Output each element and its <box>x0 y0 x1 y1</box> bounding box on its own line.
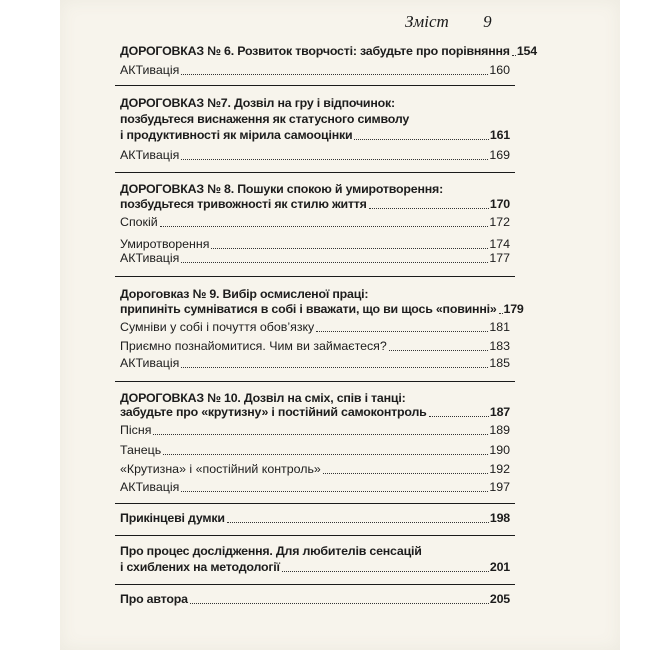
toc-item-page: 190 <box>489 443 510 457</box>
toc-item-label: Танець <box>120 443 162 457</box>
toc-item-page: 185 <box>489 356 510 370</box>
dot-leader <box>160 226 489 227</box>
dot-leader <box>323 473 488 474</box>
toc-item[interactable] <box>120 148 510 163</box>
dot-leader <box>181 367 488 368</box>
toc-title-line: припиніть сумніватися в собі і вважати, що ви щось «повинні» <box>120 302 497 316</box>
toc-title-line: ДОРОГОВКАЗ № 8. Пошуки спокою й умиротворення: <box>120 182 443 196</box>
divider <box>115 172 515 173</box>
toc-title-line: Дороговказ № 9. Вибір осмисленої праці: <box>120 287 369 301</box>
dot-leader <box>499 313 503 314</box>
toc-title-line: ДОРОГОВКАЗ № 10. Дозвіл на сміх, спів і танці: <box>120 391 406 405</box>
dot-leader <box>316 331 488 332</box>
toc-item-page: 160 <box>489 63 510 77</box>
dot-leader <box>190 603 489 604</box>
toc-entry-research[interactable] <box>120 560 510 575</box>
toc-item-page: 197 <box>489 480 510 494</box>
divider <box>115 276 515 277</box>
toc-item-label: Пісня <box>120 423 152 437</box>
toc-entry-s9[interactable] <box>120 302 524 317</box>
toc-item-label: АКТивація <box>120 148 180 162</box>
toc-item-page: 183 <box>489 339 510 353</box>
toc-item[interactable] <box>120 320 510 335</box>
dot-leader <box>211 248 488 249</box>
divider <box>115 584 515 585</box>
dot-leader <box>369 208 489 209</box>
header-title: Зміст <box>405 12 449 31</box>
header-page-number: 9 <box>483 12 492 31</box>
toc-item-page: 181 <box>489 320 510 334</box>
toc-title: Прикінцеві думки <box>120 511 225 525</box>
toc-page: 170 <box>489 197 510 211</box>
toc-item[interactable] <box>120 251 510 266</box>
toc-entry-author[interactable] <box>120 592 510 607</box>
toc-entry-s6[interactable] <box>120 44 537 59</box>
toc-page: 201 <box>489 560 510 574</box>
toc-item[interactable] <box>120 339 510 354</box>
dot-leader <box>153 434 488 435</box>
divider <box>115 535 515 536</box>
toc-item[interactable] <box>120 462 510 477</box>
toc-entry-final-thoughts[interactable] <box>120 511 510 526</box>
toc-title-line: Про процес дослідження. Для любителів сенсацій <box>120 544 422 558</box>
toc-title-line: і схиблених на методології <box>120 560 280 574</box>
toc-item-label: АКТивація <box>120 63 180 77</box>
toc-title: Про автора <box>120 592 188 606</box>
toc-item-page: 169 <box>489 148 510 162</box>
toc-page: 154 <box>516 44 537 58</box>
toc-title-line: і продуктивності як мірила самооцінки <box>120 128 353 142</box>
toc-page: 198 <box>489 511 510 525</box>
toc-title-line: позбудьтеся тривожності як стилю життя <box>120 197 367 211</box>
dot-leader <box>181 159 488 160</box>
toc-item-label: «Крутизна» і «постійний контроль» <box>120 462 321 476</box>
dot-leader <box>282 571 489 572</box>
dot-leader <box>227 522 489 523</box>
toc-item-label: Умиротворення <box>120 237 210 251</box>
toc-entry-s7[interactable] <box>120 128 510 143</box>
toc-item-label: Приємно познайомитися. Чим ви займаєтеся? <box>120 339 387 353</box>
dot-leader <box>389 350 489 351</box>
toc-entry-s10[interactable] <box>120 405 510 420</box>
dot-leader <box>512 55 516 56</box>
toc-item-page: 174 <box>489 237 510 251</box>
dot-leader <box>181 74 488 75</box>
toc-item[interactable] <box>120 215 510 230</box>
toc-page: 205 <box>489 592 510 606</box>
toc-page: 187 <box>489 405 510 419</box>
toc-entry-s8[interactable] <box>120 197 510 212</box>
dot-leader <box>181 262 488 263</box>
toc-item[interactable] <box>120 423 510 438</box>
toc-item[interactable] <box>120 443 510 458</box>
toc-item-page: 192 <box>489 462 510 476</box>
toc-item-label: Спокій <box>120 215 158 229</box>
toc-page: 161 <box>489 128 510 142</box>
divider <box>115 381 515 382</box>
dot-leader <box>181 491 488 492</box>
toc-item-page: 177 <box>489 251 510 265</box>
dot-leader <box>429 416 489 417</box>
toc-title-line: позбудьтеся виснаження як статусного символу <box>120 112 410 126</box>
dot-leader <box>354 139 489 140</box>
toc-title: ДОРОГОВКАЗ № 6. Розвиток творчості: забудьте про порівняння <box>120 44 510 58</box>
divider <box>115 503 515 504</box>
divider <box>115 85 515 86</box>
running-header <box>405 12 492 32</box>
toc-item-page: 189 <box>489 423 510 437</box>
toc-item-page: 172 <box>489 215 510 229</box>
toc-item[interactable] <box>120 480 510 495</box>
toc-title-line: ДОРОГОВКАЗ №7. Дозвіл на гру і відпочинок: <box>120 96 395 110</box>
toc-page: 179 <box>503 302 524 316</box>
toc-item-label: АКТивація <box>120 251 180 265</box>
toc-item[interactable] <box>120 63 510 78</box>
toc-item[interactable] <box>120 237 510 252</box>
dot-leader <box>163 454 488 455</box>
toc-item-label: Сумніви у собі і почуття обов’язку <box>120 320 315 334</box>
toc-item[interactable] <box>120 356 510 371</box>
toc-title-line: забудьте про «крутизну» і постійний самоконтроль <box>120 405 427 419</box>
toc-item-label: АКТивація <box>120 356 180 370</box>
toc-item-label: АКТивація <box>120 480 180 494</box>
